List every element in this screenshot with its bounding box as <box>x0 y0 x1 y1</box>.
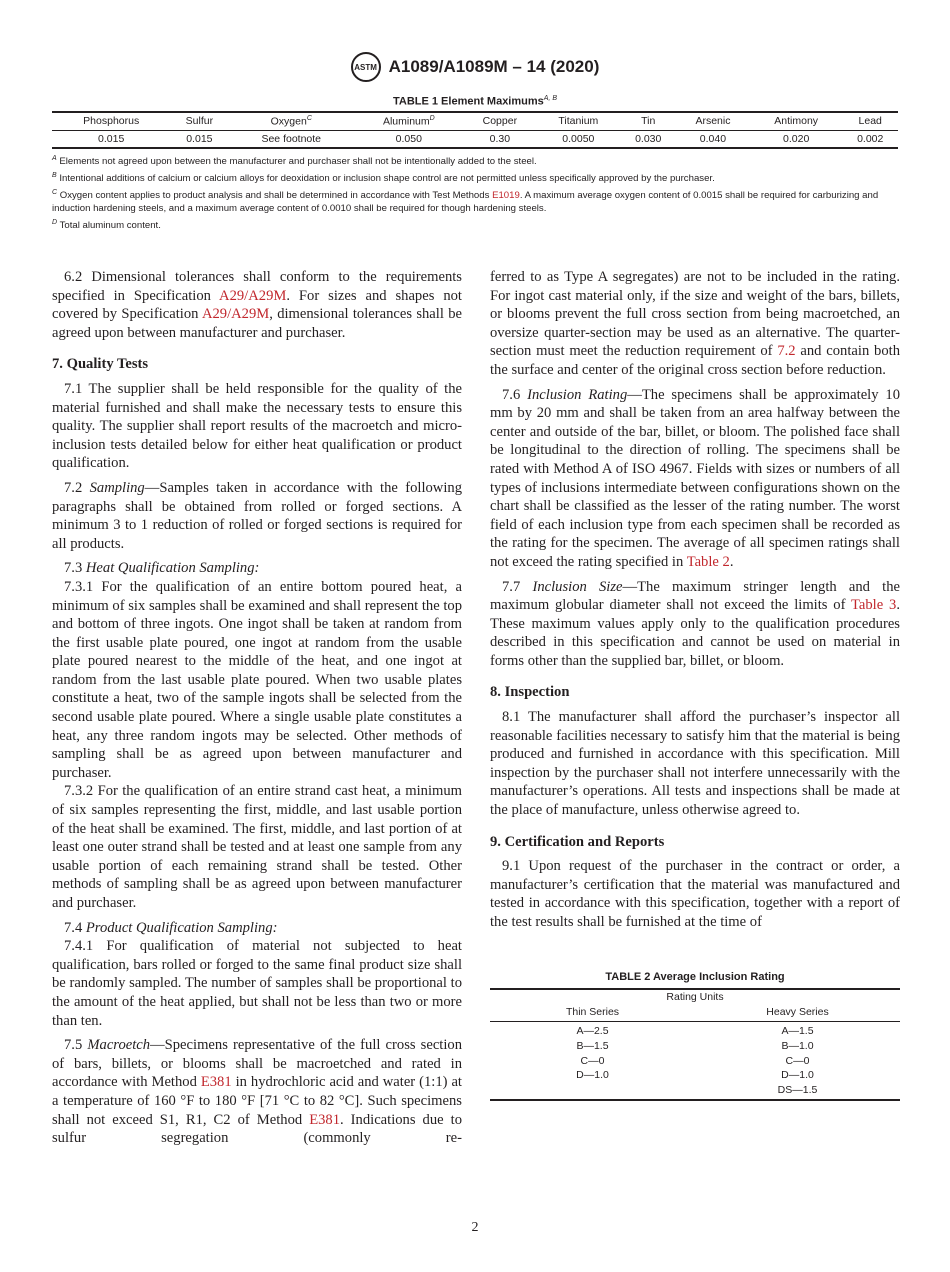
table-cell: B—1.5 <box>576 1039 609 1052</box>
col-header: Aluminum$^D$ <box>354 112 463 130</box>
table-cell: See footnote <box>261 132 322 145</box>
table1-title <box>0 95 950 108</box>
para-7-3-2: 7.3.2 For the qualification of an entire strand cast heat, a minimum of six samples representing the first, middle, and last usable portion of the heat shall be examined. The first, middle, and last portion of at least one outer strand shall be tested and at least one sample from any usable portion of each remaining strand shall be tested. Other methods of sampling shall be as agreed upon between manufacturer and purchaser. <box>52 783 462 911</box>
col-header: Arsenic <box>676 112 750 130</box>
link-table-3[interactable]: Table 3 <box>851 597 897 614</box>
heavy-series-column <box>695 1024 900 1097</box>
table-cell: D—1.0 <box>781 1069 814 1082</box>
page-header <box>0 52 950 82</box>
footnote-c: $^C$ Oxygen content applies to product analysis and shall be determined in accordance with Test Methods E1019. A maximum average oxygen content of 0.0015 shall be required for carburizing and induction hardening steels, and a maximum average content of 0.0010 shall be required for though hardening steels. <box>52 188 879 215</box>
astm-logo: ASTM <box>351 52 381 82</box>
table-cell: 0.015 <box>186 132 213 145</box>
designation: A1089/A1089M – 14 (2020) <box>388 57 600 76</box>
section-heading-9: 9. Certification and Reports <box>490 833 665 850</box>
para-6-2: 6.2 Dimensional tolerances shall conform to the requirements specified in Specification A29/A29M. For sizes and shapes not covered by Specification A29/A29M, dimensional tolerances shall be agreed upon between manufacturer and purchaser. <box>52 269 462 341</box>
col-header: Phosphorus <box>52 112 170 130</box>
table-cell: 0.020 <box>783 132 810 145</box>
link-e381[interactable]: E381 <box>309 1111 341 1128</box>
table2 <box>490 970 900 1102</box>
para-7-5: 7.5 Macroetch—Specimens representative of the full cross section of bars, billets, or blooms shall be macroetched and rated in accordance with Method E381 in hydrochloric acid and water (1:1) at a temperature of 160 °F to 180 °F [71 °C to 82 °C]. Such specimens shall not exceed S1, R1, C2 of Method E381. Indications due to sulfur segregation (commonly re- <box>52 1037 463 1147</box>
table-cell: 0.015 <box>98 132 125 145</box>
section-heading-8: 8. Inspection <box>490 684 570 701</box>
table-cell: 0.002 <box>857 132 884 145</box>
table1 <box>52 111 898 149</box>
thin-series-column <box>490 1024 695 1097</box>
para-7-7: 7.7 Inclusion Size—The maximum stringer length and the maximum globular diameter shall not exceed the limits of Table 3. These maximum values apply only to the qualification procedures described in this specification and cannot be used on material in forms other than the supplied bar, billet, or bloom. <box>490 578 901 669</box>
para-7-2: 7.2 Sampling—Samples taken in accordance with the following paragraphs shall be obtained from rolled or forged sections. A minimum 3 to 1 reduction of rolled or forged sections is required for all products. <box>52 479 462 552</box>
link-e1019[interactable]: E1019 <box>492 189 520 201</box>
col-header: Copper <box>463 112 536 130</box>
table-cell: A—1.5 <box>781 1025 814 1038</box>
link-e381[interactable]: E381 <box>200 1074 232 1091</box>
para-9-1: 9.1 Upon request of the purchaser in the contract or order, a manufacturer’s certification that the material was manufactured and tested in accordance with this specification, together with a report of the test results shall be furnished at the time of <box>490 858 900 930</box>
thin-series-header: Thin Series <box>565 1005 620 1018</box>
table-cell: A—2.5 <box>576 1025 609 1038</box>
heavy-series-header: Heavy Series <box>766 1005 829 1018</box>
table1-title-text: TABLE 1 Element Maximums <box>392 95 544 108</box>
table-cell: 0.30 <box>489 132 511 145</box>
footnote-b: $^B$ Intentional additions of calcium or calcium alloys for deoxidation or inclusion shape control are not permitted unless specifically approved by the purchaser. <box>52 171 715 184</box>
col-header: Tin <box>620 112 676 130</box>
table1-footnotes <box>52 152 902 233</box>
para-7-5-cont: ferred to as Type A segregates) are not to be included in the rating. For ingot cast material only, if the size and weight of the bars, billets, or blooms prevent the full cross section from being macroetched, an oversize quarter-section may be used as an alternative. The quarter-section must meet the reduction requirement of 7.2 and contain both the surface and center of the original cross section before reduction. <box>490 269 900 378</box>
para-7-3-1: 7.3.1 For the qualification of an entire bottom poured heat, a minimum of six samples shall be examined and shall represent the top and bottom of three ingots. One ingot shall be taken at random from the first usable plate poured, one ingot at random from the usable plate poured nearest to the middle of the heat, and one ingot at random from the last usable plate poured. When two usable plates constitute a heat, two of the sample ingots shall be selected from the second usable plate poured. Where a single usable plate constitutes a heat, any three random ingots may be selected. Other methods of sampling shall be as agreed upon between manufacturer and purchaser. <box>52 578 462 781</box>
col-header: Sulfur <box>170 112 228 130</box>
table-cell: C—0 <box>580 1054 605 1067</box>
page-number: 2 <box>471 1220 479 1235</box>
table-cell: 0.0050 <box>562 132 595 145</box>
section-heading-7: 7. Quality Tests <box>52 356 149 373</box>
para-7-4-1: 7.4.1 For qualification of material not subjected to heat qualification, bars rolled or forged to the same final product size shall be randomly sampled. The number of samples shall be proportional to the amount of the heat applied, but shall not be less than two or more than ten. <box>52 938 462 1029</box>
para-7-3: 7.3 Heat Qualification Sampling: <box>64 560 260 577</box>
left-column <box>52 268 462 1154</box>
table2-group-header: Rating Units <box>666 991 724 1004</box>
col-header: Lead <box>842 112 898 130</box>
para-7-1: 7.1 The supplier shall be held responsible for the quality of the material furnished and shall make the necessary tests to ensure this quality. The supplier shall report results of the macroetch and micro-inclusion tests detailed below for either heat qualification or product qualification. <box>52 380 462 472</box>
table-cell: B—1.0 <box>781 1039 814 1052</box>
link-7-2[interactable]: 7.2 <box>777 343 796 360</box>
table-cell: C—0 <box>785 1054 810 1067</box>
col-header: Oxygen$^C$ <box>228 112 354 130</box>
link-table-2[interactable]: Table 2 <box>686 553 730 570</box>
para-8-1: 8.1 The manufacturer shall afford the purchaser’s inspector all reasonable facilities necessary to satisfy him that the material is being produced and furnished in accordance with this specification. Mill inspection by the purchaser shall not interfere unnecessarily with the manufacturer’s operations. All tests and inspections shall be made at the place of manufacture, unless otherwise agreed to. <box>490 709 900 819</box>
link-a29[interactable]: A29/A29M <box>201 306 270 323</box>
para-7-6: 7.6 Inclusion Rating—The specimens shall be approximately 10 mm by 20 mm and shall be taken from an area halfway between the center and outside of the bar, billet, or bloom. The polished face shall be longitudinal to the direction of rolling. The specimens shall be rated with Method A of ISO 4967. Fields with sizes or numbers of all types of inclusions intermediate between configurations shown on the chart shall be classified as the lesser of the rating number. The worst field of each inclusion type from each specimen shall be recorded as the rating for the specimen. The average of all specimen ratings shall not exceed the rating specified in Table 2. <box>490 386 900 570</box>
footnote-a: $^A$ Elements not agreed upon between the manufacturer and purchaser shall not be intentionally added to the steel. <box>52 155 537 168</box>
col-header: Titanium <box>536 112 620 130</box>
table2-title: TABLE 2 Average Inclusion Rating <box>605 970 785 983</box>
right-column <box>490 268 900 1101</box>
table-cell: 0.050 <box>395 132 422 145</box>
table-cell: DS—1.5 <box>777 1083 818 1096</box>
table-cell: 0.030 <box>635 132 662 145</box>
table1-title-sup: A, B <box>543 95 557 102</box>
link-a29[interactable]: A29/A29M <box>219 287 287 304</box>
footnote-d: $^D$ Total aluminum content. <box>52 218 161 232</box>
table-cell: D—1.0 <box>576 1069 609 1082</box>
para-7-4: 7.4 Product Qualification Sampling: <box>64 919 278 936</box>
col-header: Antimony <box>750 112 842 130</box>
table-cell: 0.040 <box>699 132 727 145</box>
